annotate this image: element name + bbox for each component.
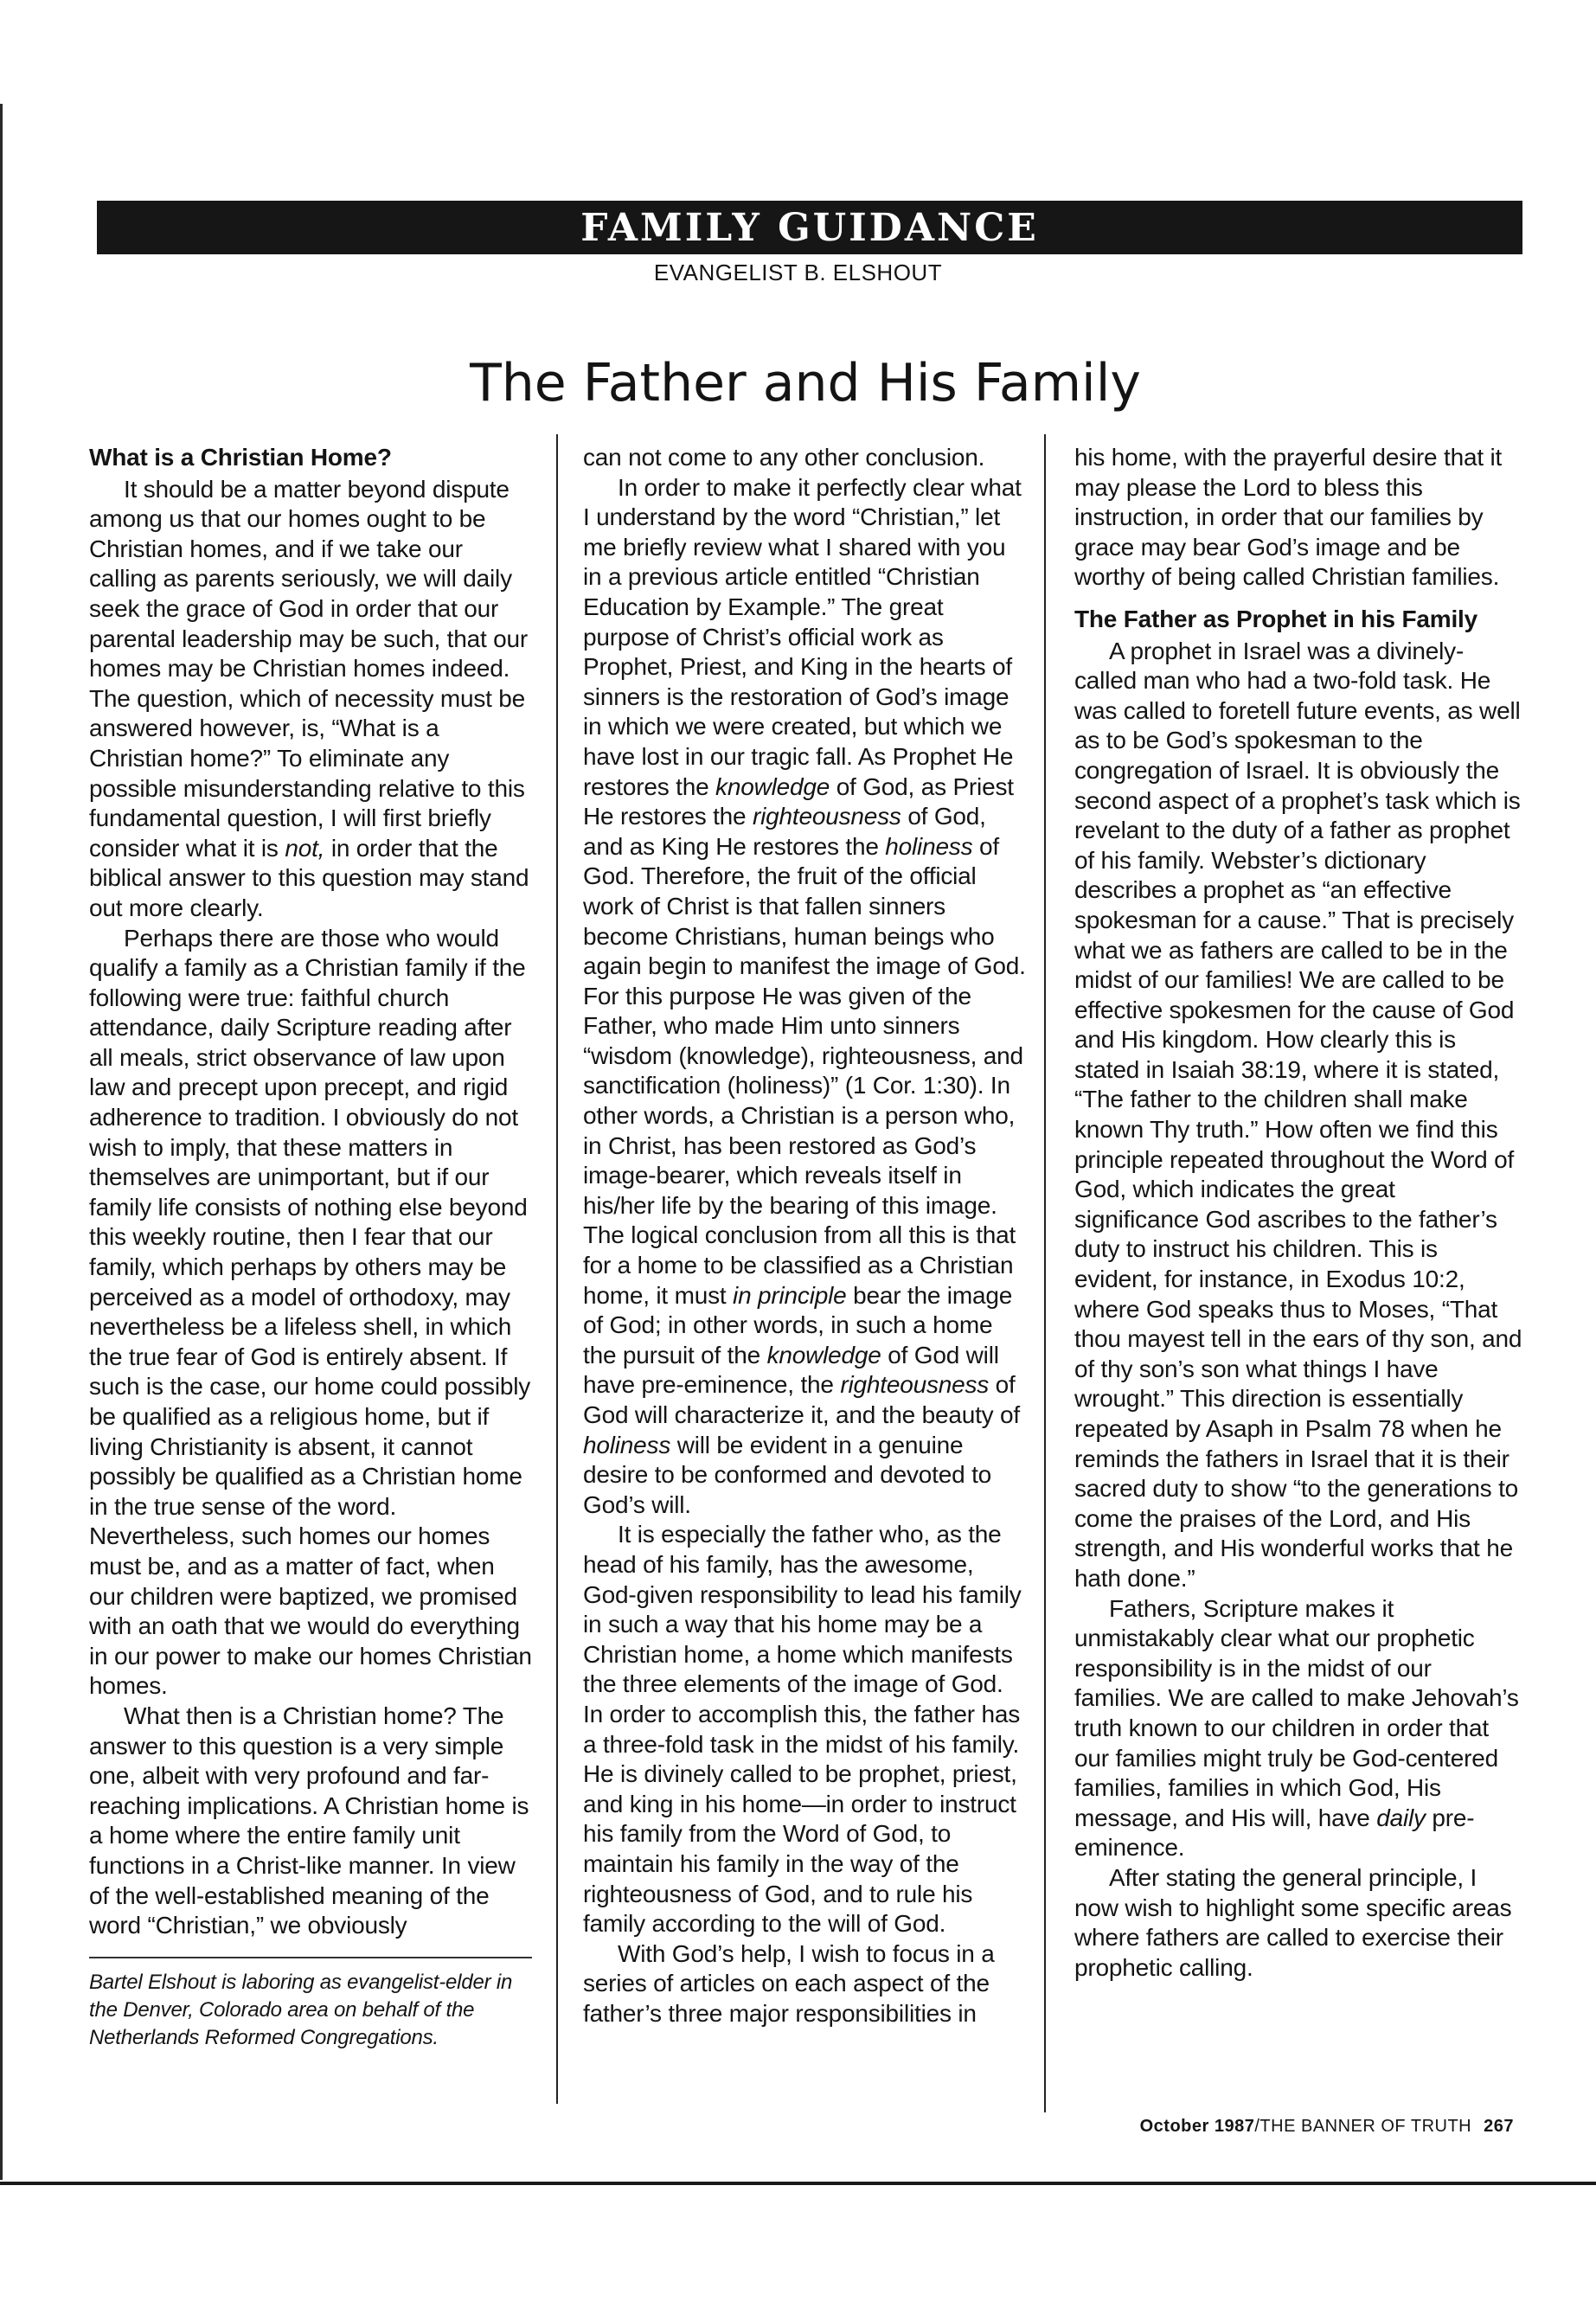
publication-name: /THE BANNER OF TRUTH xyxy=(1254,2117,1472,2136)
section-banner xyxy=(97,201,1522,254)
paragraph: Fathers, Scripture makes it unmistakably clear what our prophetic responsibility is in the midst of our families. We are called to make Jehovah’s truth known to our children in order that our families might truly be God-centered families, families in which God, His message, and His will, have daily pre-eminence. xyxy=(1074,1594,1519,1862)
paragraph: With God’s help, I wish to focus in a series of articles on each aspect of the father’s three major responsibilities in xyxy=(583,1939,995,2027)
page-footer xyxy=(1140,2117,1514,2137)
column-divider xyxy=(556,434,558,2104)
paragraph: After stating the general principle, I now wish to highlight some specific areas where fathers are called to exercise their prophetic calling. xyxy=(1074,1863,1512,1981)
scan-edge xyxy=(0,2182,1596,2185)
article-title: The Father and His Family xyxy=(470,353,1141,413)
column-3 xyxy=(1074,443,1522,2119)
author-note: Bartel Elshout is laboring as evangelist-elder in the Denver, Colorado area on behalf of the Netherlands Reformed Congregations. xyxy=(89,1970,513,2049)
subheading: The Father as Prophet in his Family xyxy=(1074,605,1477,632)
paragraph: A prophet in Israel was a divinely-called man who had a two-fold task. He was called to foretell future events, as well as to be God’s spokesman to the congregation of Israel. It is obviously the second aspect of a prophet’s task which is revelant to the duty of a father as prophet of his family. Webster’s dictionary describes a prophet as “an effective spokesman for a cause.” That is precisely what we as fathers are called to be in the midst of our families! We are called to be effective spokesmen for the cause of God and His kingdom. How clearly this is stated in Isaiah 38:19, where it is stated, “The father to the children shall make known Thy truth.” How often we find this principle repeated throughout the Word of God, which indicates the great significance God ascribes to the father’s duty to instruct his children. This is evident, for instance, in Exodus 10:2, where God speaks thus to Moses, “That thou mayest tell in the ears of thy son, and of thy son’s son what things I have wrought.” This direction is essentially repeated by Asaph in Psalm 78 when he reminds the fathers in Israel that it is their sacred duty to show “to the generations to come the praises of the Lord, and His strength, and His wonderful works that he hath done.” xyxy=(1074,637,1522,1592)
section-title: FAMILY GUIDANCE xyxy=(580,205,1039,250)
author-byline: EVANGELIST B. ELSHOUT xyxy=(653,260,943,285)
paragraph: It is especially the father who, as the head of his family, has the awesome, God-given responsibility to lead his family in such a way that his home may be a Christian home, a home which manifests the three elements of the image of God. In order to accomplish this, the father has a three-fold task in the midst of his family. He is divinely called to be prophet, priest, and king in his home—in order to instruct his family from the Word of God, to maintain his family in the way of the righteousness of God, and to rule his family according to the will of God. xyxy=(583,1521,1022,1938)
column-2 xyxy=(583,443,1026,2119)
column-divider xyxy=(1044,434,1046,2112)
paragraph: his home, with the prayerful desire that it may please the Lord to bless this instruction, in order that our families by grace may bear God’s image and be worthy of being called Christian families. xyxy=(1074,444,1503,591)
scan-edge xyxy=(0,104,3,2180)
issue-date: October 1987 xyxy=(1139,2117,1255,2136)
paragraph: Perhaps there are those who would qualify a family as a Christian family if the following were true: faithful church attendance, daily Scripture reading after all meals, strict observance of law upon law and precept upon precept, and rigid adherence to tradition. I obviously do not wish to imply, that these matters in themselves are unimportant, but if our family life consists of nothing else beyond this weekly routine, then I fear that our family, which perhaps by others may be perceived as a model of orthodoxy, may nevertheless be a lifeless shell, in which the true fear of God is entirely absent. If such is the case, our home could possibly be qualified as a religious home, but if living Christianity is absent, it cannot possibly be qualified as a Christian home in the true sense of the word. Nevertheless, such homes our homes must be, and as a matter of fact, when our children were baptized, we promised with an oath that we would do everything in our power to make our homes Christian homes. xyxy=(89,924,532,1700)
paragraph: can not come to any other conclusion. xyxy=(583,444,985,471)
paragraph: It should be a matter beyond dispute among us that our homes ought to be Christian homes, and if we take our calling as parents seriously, we will daily seek the grace of God in order that our parental leadership may be such, that our homes may be Christian homes indeed. The question, which of necessity must be answered however, is, “What is a Christian home?” To eliminate any possible misunderstanding relative to this fundamental question, I will first briefly consider what it is not, in order that the biblical answer to this question may stand out more clearly. xyxy=(89,475,529,921)
subheading: What is a Christian Home? xyxy=(89,444,392,471)
column-1 xyxy=(89,443,532,2119)
page-number: 267 xyxy=(1484,2117,1514,2136)
paragraph: What then is a Christian home? The answer to this question is a very simple one, albeit with very profound and far-reaching implications. A Christian home is a home where the entire family unit functions in a Christ-like manner. In view of the well-established meaning of the word “Christian,” we obviously xyxy=(89,1702,529,1939)
footnote-rule xyxy=(89,1957,532,1958)
paragraph: In order to make it perfectly clear what I understand by the word “Christian,” let me briefly review what I shared with you in a previous article entitled “Christian Education by Example.” The great purpose of Christ’s official work as Prophet, Priest, and King in the hearts of sinners is the restoration of God’s image in which we were created, but which we have lost in our tragic fall. As Prophet He restores the knowledge of God, as Priest He restores the righteousness of God, and as King He restores the holiness of God. Therefore, the fruit of the official work of Christ is that fallen sinners become Christians, human beings who again begin to manifest the image of God. For this purpose He was given of the Father, who made Him unto sinners “wisdom (knowledge), righteousness, and sanctification (holiness)” (1 Cor. 1:30). In other words, a Christian is a person who, in Christ, has been restored as God’s image-bearer, which reveals itself in his/her life by the bearing of this image. The logical conclusion from all this is that for a home to be classified as a Christian home, it must in principle bear the image of God; in other words, in such a home the pursuit of the knowledge of God will have pre-eminence, the righteousness of God will characterize it, and the beauty of holiness will be evident in a genuine desire to be conformed and devoted to God’s will. xyxy=(583,473,1026,1518)
